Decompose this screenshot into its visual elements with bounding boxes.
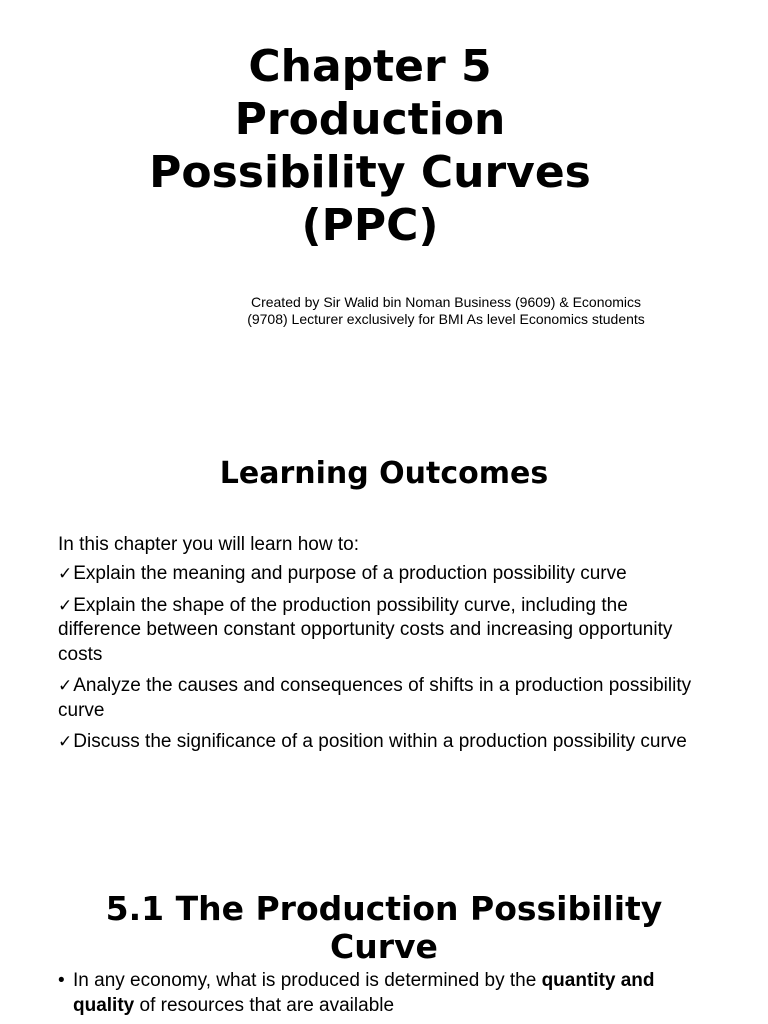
chapter-title-line: Possibility Curves: [149, 147, 591, 198]
learning-outcomes-heading: Learning Outcomes: [219, 456, 549, 491]
bullet-text: of resources that are available: [134, 995, 395, 1016]
checkmark-icon: ✓: [58, 676, 73, 696]
section-5-1-heading: [0, 890, 768, 966]
bullet-icon: •: [58, 970, 65, 991]
learning-outcome-item: [58, 594, 698, 668]
section-heading-line: Curve: [330, 927, 438, 966]
checkmark-icon: ✓: [58, 564, 73, 584]
learning-outcome-text: Explain the shape of the production possibility curve, including the difference between constant opportunity costs and increasing opportunity costs: [58, 594, 673, 665]
learning-outcome-text: Analyze the causes and consequences of shifts in a production possibility curve: [58, 675, 692, 721]
author-credit-line: Created by Sir Walid bin Noman Business (9609) & Economics: [250, 294, 642, 310]
learning-outcome-text: Discuss the significance of a position within a production possibility curve: [73, 731, 687, 752]
author-credit: [234, 294, 658, 328]
bullet-text: In any economy, what is produced is determined by the: [73, 970, 542, 991]
learning-outcome-item: [58, 730, 698, 755]
section-heading-line: 5.1 The Production Possibility: [105, 889, 663, 928]
author-credit-line: (9708) Lecturer exclusively for BMI As level Economics students: [247, 311, 645, 327]
chapter-title-line: Chapter 5: [248, 41, 492, 92]
bullet-item: [58, 968, 718, 1018]
chapter-title: [0, 40, 740, 252]
chapter-title-line: (PPC): [301, 200, 439, 251]
section-5-1-bullets: [58, 968, 718, 1018]
learning-outcome-item: [58, 674, 698, 723]
bullet-emphasis: quality: [73, 995, 135, 1016]
learning-outcomes-list: [58, 562, 698, 762]
chapter-title-line: Production: [234, 94, 506, 145]
checkmark-icon: ✓: [58, 732, 73, 752]
learning-outcome-item: [58, 562, 698, 587]
learning-outcome-text: Explain the meaning and purpose of a production possibility curve: [73, 563, 627, 584]
bullet-emphasis: quantity and: [541, 970, 655, 991]
checkmark-icon: ✓: [58, 595, 73, 616]
learning-outcomes-intro: In this chapter you will learn how to:: [58, 534, 359, 555]
